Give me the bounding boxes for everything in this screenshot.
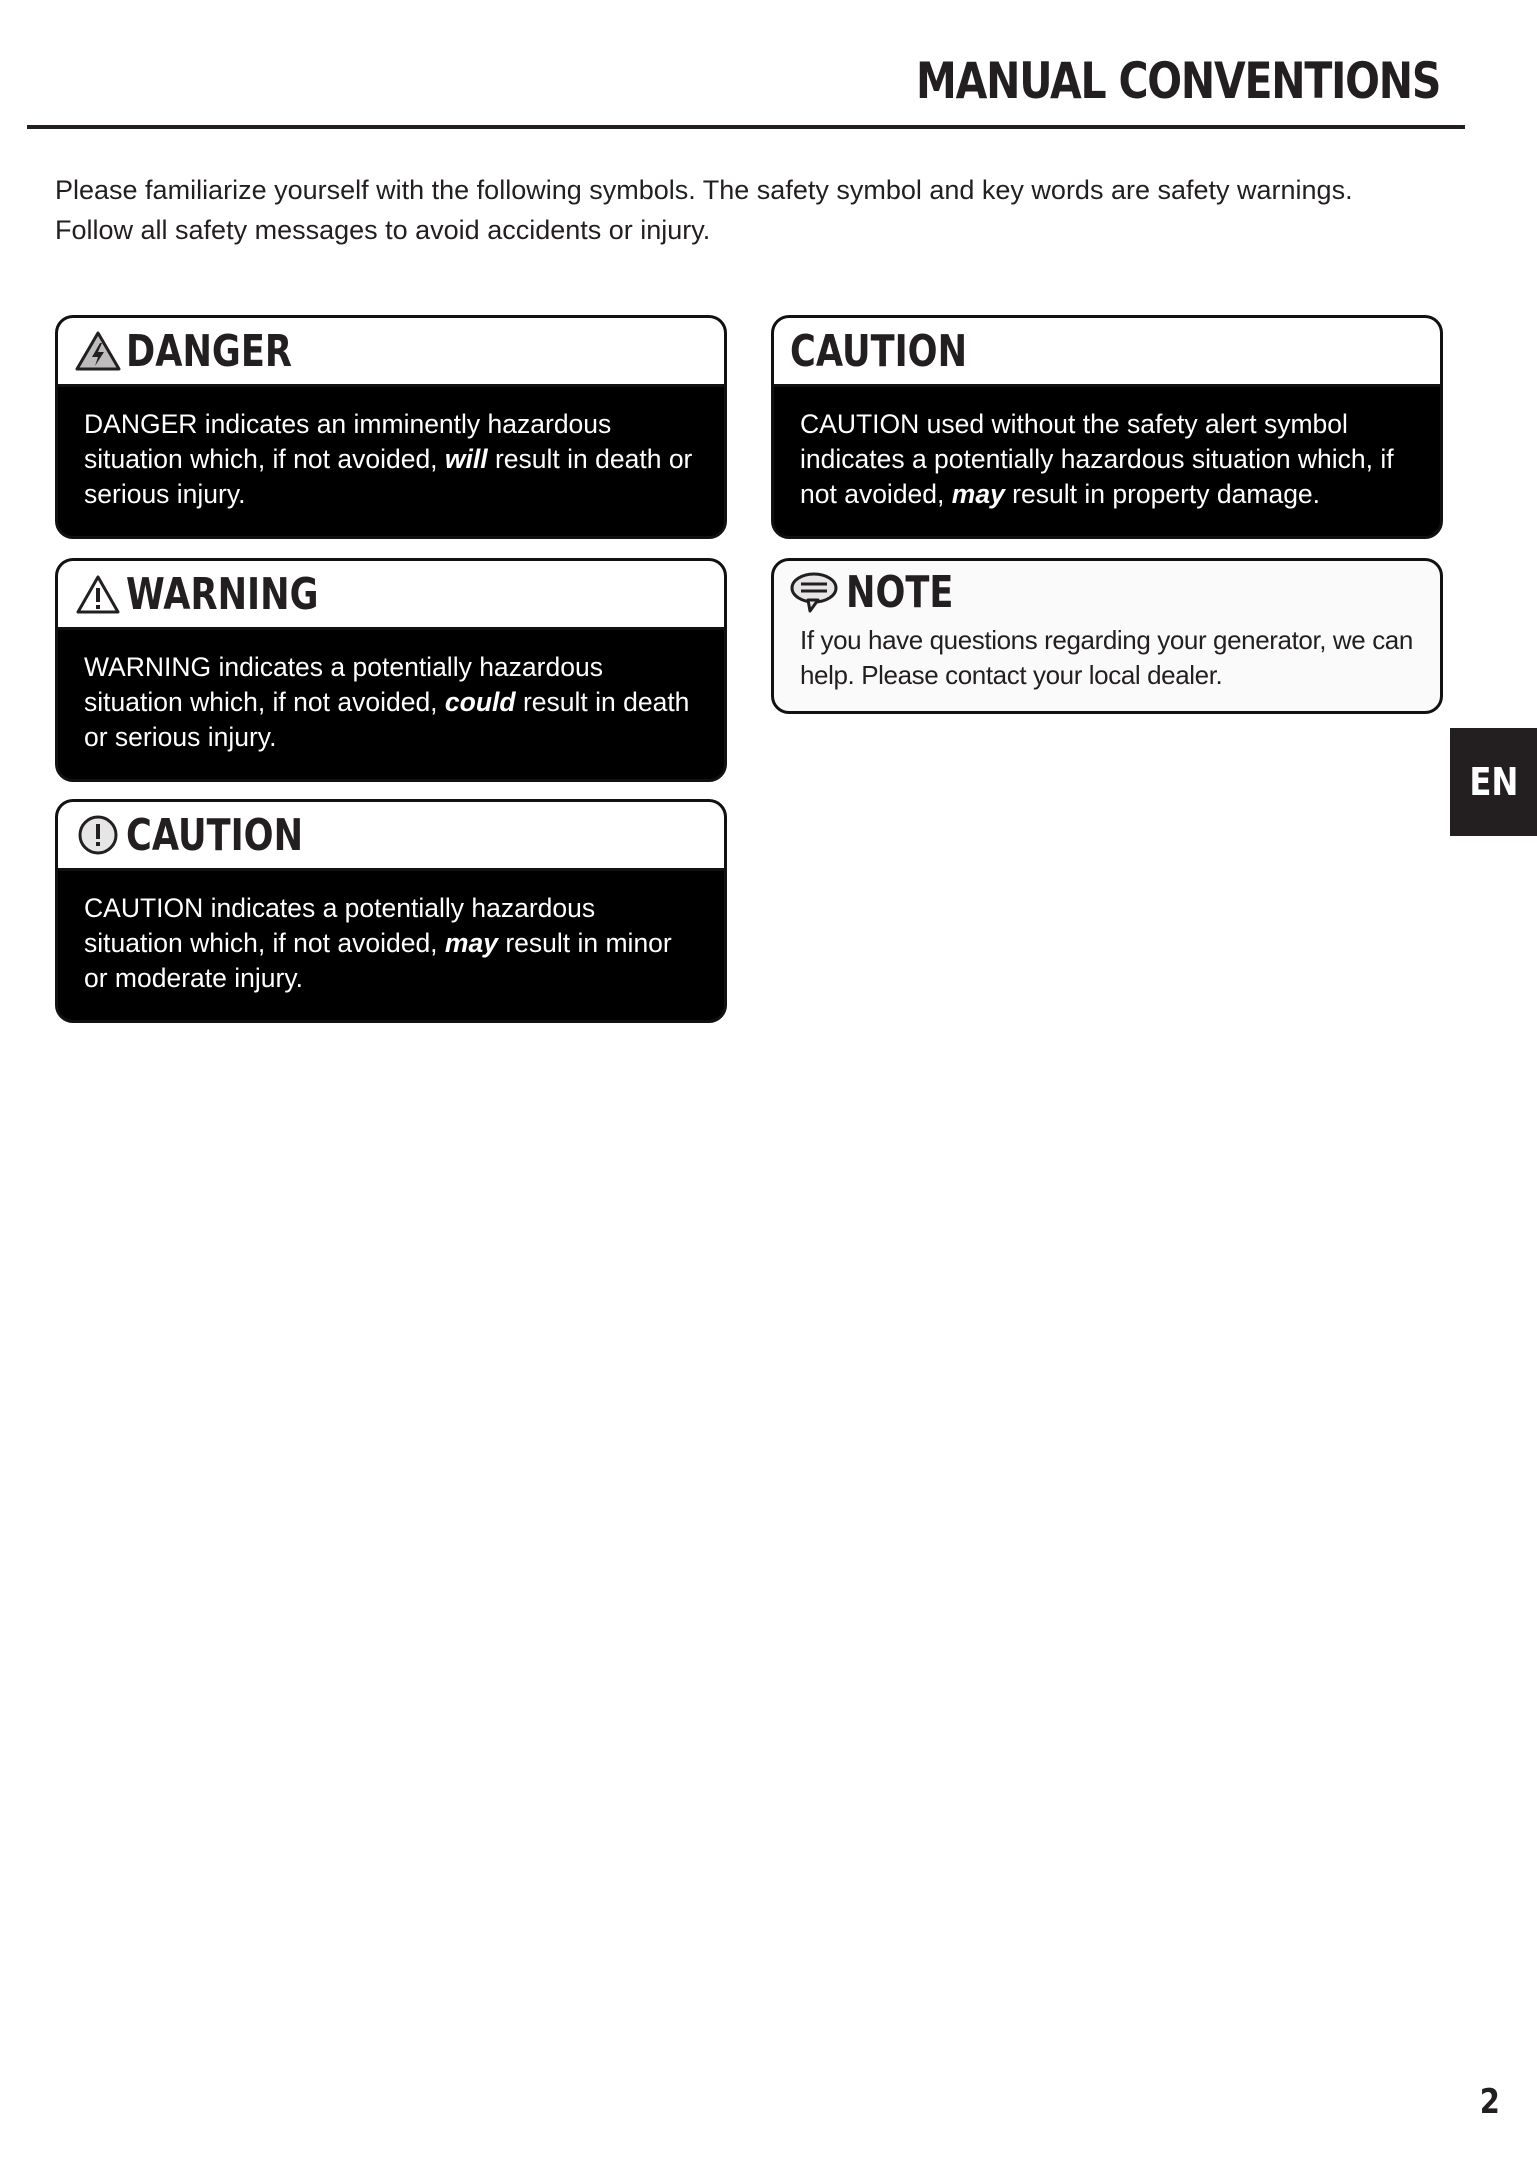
caution-header [58, 802, 724, 871]
note-header [774, 561, 1440, 623]
caution-property-label: CAUTION [790, 325, 968, 377]
speech-bubble-icon [788, 570, 842, 614]
note-box [771, 558, 1443, 714]
warning-box [55, 558, 727, 782]
danger-header [58, 318, 724, 387]
warning-label: WARNING [126, 568, 319, 620]
warning-text: WARNING indicates a potentially hazardous situation which, if not avoided, could result in death or serious injury. [84, 652, 690, 752]
danger-text: DANGER indicates an imminently hazardous situation which, if not avoided, will result in death or serious injury. [84, 409, 693, 509]
caution-emphasis: may [444, 928, 498, 958]
electric-hazard-triangle-icon [74, 329, 122, 373]
caution-property-emphasis: may [951, 479, 1005, 509]
note-label: NOTE [846, 566, 954, 618]
page-title: MANUAL CONVENTIONS [915, 52, 1440, 110]
caution-box [55, 799, 727, 1023]
danger-emphasis: will [444, 444, 488, 474]
caution-property-header [774, 318, 1440, 387]
exclamation-circle-icon [74, 813, 122, 857]
page-number: 2 [1479, 2082, 1500, 2122]
language-label: EN [1468, 760, 1519, 804]
caution-property-box [771, 315, 1443, 539]
warning-header [58, 561, 724, 630]
warning-emphasis: could [444, 687, 516, 717]
language-tab [1450, 728, 1537, 836]
danger-box [55, 315, 727, 539]
caution-label: CAUTION [126, 809, 304, 861]
exclamation-triangle-icon [74, 572, 122, 616]
title-divider [27, 125, 1465, 129]
caution-text: CAUTION indicates a potentially hazardous situation which, if not avoided, may result in minor or moderate injury. [84, 893, 672, 993]
intro-paragraph: Please familiarize yourself with the following symbols. The safety symbol and key words are safety warnings. Follow all safety messages to avoid accidents or injury. [55, 175, 1353, 245]
note-text: If you have questions regarding your generator, we can help. Please contact your local dealer. [800, 625, 1413, 690]
caution-property-text: CAUTION used without the safety alert symbol indicates a potentially hazardous situation which, if not avoided, may result in property damage. [800, 409, 1394, 509]
danger-label: DANGER [126, 325, 292, 377]
